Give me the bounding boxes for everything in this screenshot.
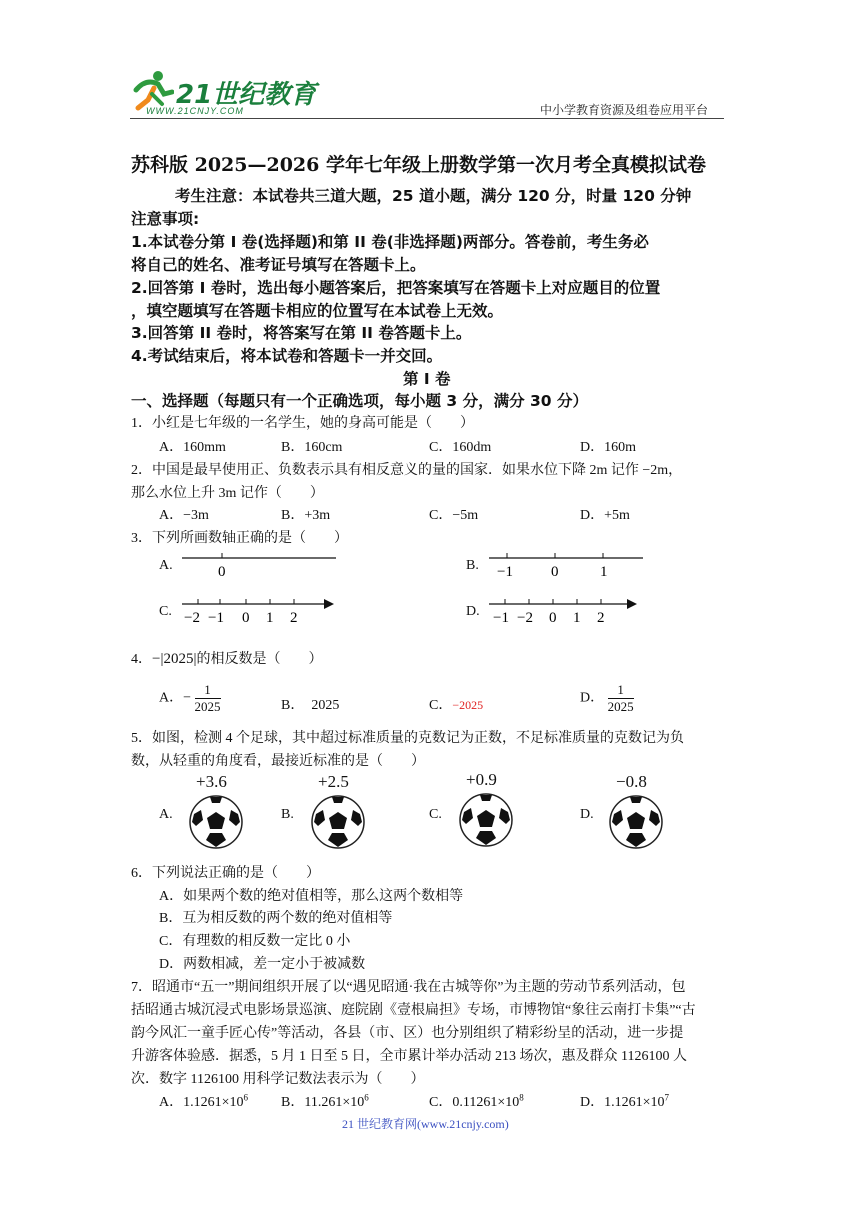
question-6-stem: 6．下列说法正确的是（ ）	[131, 866, 320, 881]
q4-option-d-label: D．	[580, 690, 605, 706]
q4-option-c-label: C．	[429, 698, 453, 713]
q7-option-d-exp: 7	[664, 1092, 670, 1103]
question-2-stem: 2．中国是最早使用正、负数表示具有相反意义的量的国家．如果水位下降 2m 记作 −2m，	[131, 463, 683, 478]
question-7-stem: 升游客体验感．据悉，5 月 1 日至 5 日，全市累计举办活动 213 场次，惠及群众 1126100 人	[131, 1049, 687, 1064]
logo-text: 21世纪教育	[176, 80, 317, 110]
number-line-a	[180, 548, 340, 582]
footer-link[interactable]: 21 世纪教育网(www.21cnjy.com)	[342, 1117, 509, 1131]
q7-option-d-base: D．1.1261×10	[580, 1095, 665, 1110]
q2-option-b: B．+3m	[281, 508, 331, 523]
q4-stem-text: 的相反数是（ ）	[196, 652, 323, 667]
soccer-ball-icon	[188, 794, 244, 850]
question-2-stem-cont: 那么水位上升 3m 记作（ ）	[131, 486, 324, 501]
tick-label: 2	[290, 610, 298, 626]
q2-option-c: C．−5m	[429, 508, 479, 523]
q7-option-c-base: C．0.11261×10	[429, 1095, 520, 1110]
tick-label: 2	[597, 610, 605, 626]
tick-label: −1	[208, 610, 224, 626]
tick-label: 0	[242, 610, 250, 626]
soccer-ball-icon	[458, 792, 514, 848]
q4-option-a-sign: −	[183, 690, 192, 706]
q2-option-a: A．−3m	[159, 508, 209, 523]
logo	[128, 68, 317, 118]
header-platform-text: 中小学教育资源及组卷应用平台	[540, 103, 709, 117]
q1-option-b: B．160cm	[281, 440, 343, 455]
q4-option-d	[580, 682, 634, 715]
tick-label: −1	[497, 564, 513, 580]
notice-item: 2.回答第 I 卷时，选出每小题答案后，把答案填写在答题卡上对应题目的位置	[131, 279, 661, 297]
q6-option-b: B．互为相反数的两个数的绝对值相等	[159, 911, 393, 926]
q4-option-d-fraction	[608, 682, 634, 715]
q5-option-a-label: A.	[159, 807, 173, 822]
q4-option-c-value: −2025	[452, 698, 484, 712]
numerator: 1	[204, 682, 211, 697]
question-5-stem: 5．如图，检测 4 个足球，其中超过标准质量的克数记为正数，不足标准质量的克数记为负	[131, 731, 684, 746]
tick-label: −1	[493, 610, 509, 626]
tick-label: 1	[600, 564, 608, 580]
question-3-stem: 3．下列所画数轴正确的是（ ）	[131, 531, 348, 546]
q6-option-d: D．两数相减，差一定小于被减数	[159, 957, 366, 972]
tick-label: 1	[573, 610, 581, 626]
q7-option-a-base: A．1.1261×10	[159, 1095, 244, 1110]
question-7-stem: 括昭通古城沉浸式电影场景巡演、庭院剧《壹根扁担》专场，市博物馆“象往云南打卡集”“古	[131, 1003, 696, 1018]
q5-option-d-label: D.	[580, 807, 594, 822]
number-line-d	[487, 594, 647, 628]
tick-label: 1	[266, 610, 274, 626]
q7-option-a-exp: 6	[243, 1092, 249, 1103]
denominator: 2025	[607, 699, 634, 714]
notice-line: 考生注意：本试卷共三道大题，25 道小题，满分 120 分，时量 120 分钟	[175, 187, 692, 205]
question-1-stem: 1．小红是七年级的一名学生，她的身高可能是（ ）	[131, 416, 474, 431]
q4-number: 4．	[131, 652, 152, 667]
q2-option-d: D．+5m	[580, 508, 630, 523]
q4-option-c	[429, 694, 483, 714]
soccer-ball-icon	[608, 794, 664, 850]
tick-label: 0	[218, 564, 226, 580]
question-4-stem	[131, 648, 322, 668]
q3-option-a-label: A.	[159, 558, 173, 573]
header-divider	[130, 118, 724, 119]
q3-option-c-label: C.	[159, 604, 172, 619]
numerator: 1	[617, 682, 624, 697]
q1-option-a: A．160mm	[159, 440, 226, 455]
number-line-b	[487, 548, 647, 582]
ball-weight-label: +0.9	[466, 770, 497, 789]
q1-option-d: D．160m	[580, 440, 636, 455]
q6-option-c: C．有理数的相反数一定比 0 小	[159, 934, 351, 949]
q7-option-c-exp: 8	[519, 1092, 524, 1103]
q5-option-b-label: B.	[281, 807, 294, 822]
notice-heading: 注意事项:	[131, 210, 200, 228]
q1-option-c: C．160dm	[429, 440, 492, 455]
question-7-stem: 7．昭通市“五一”期间组织开展了以“遇见昭通·我在古城等你”为主题的劳动节系列活动，包	[131, 980, 686, 995]
question-7-stem: 韵今风汇一童手匠心传”等活动，各县（市、区）也分别组织了精彩纷呈的活动，进一步提	[131, 1026, 684, 1041]
q4-option-b: B． 2025	[281, 698, 340, 713]
q7-option-b-exp: 6	[364, 1092, 369, 1103]
number-line-c	[180, 594, 340, 628]
ball-weight-label: −0.8	[616, 772, 647, 791]
q3-option-b-label: B.	[466, 558, 479, 573]
page-title: 苏科版 2025—2026 学年七年级上册数学第一次月考全真模拟试卷	[131, 154, 706, 176]
q7-option-c	[429, 1091, 524, 1111]
notice-item: 1.本试卷分第 I 卷(选择题)和第 II 卷(非选择题)两部分。答卷前，考生务必	[131, 233, 649, 251]
logo-url: WWW.21CNJY.COM	[146, 106, 244, 116]
ball-weight-label: +2.5	[318, 772, 349, 791]
denominator: 2025	[194, 699, 221, 714]
q7-option-b-base: B．11.261×10	[281, 1095, 365, 1110]
q4-option-a-fraction	[195, 682, 221, 715]
q4-option-a	[159, 682, 221, 715]
notice-item: 4.考试结束后，将本试卷和答题卡一并交回。	[131, 347, 443, 365]
question-5-stem-cont: 数，从轻重的角度看，最接近标准的是（ ）	[131, 754, 425, 769]
q5-option-c-label: C.	[429, 807, 442, 822]
notice-item: 将自己的姓名、准考证号填写在答题卡上。	[131, 256, 426, 274]
q4-option-a-label: A．	[159, 690, 184, 706]
q6-option-a: A．如果两个数的绝对值相等，那么这两个数相等	[159, 889, 464, 904]
soccer-ball-icon	[310, 794, 366, 850]
q7-option-a	[159, 1091, 248, 1111]
volume-heading: 第 I 卷	[403, 370, 451, 388]
notice-item: 3.回答第 II 卷时，将答案写在第 II 卷答题卡上。	[131, 324, 472, 342]
section-heading: 一、选择题（每题只有一个正确选项，每小题 3 分，满分 30 分）	[131, 392, 588, 410]
q3-option-d-label: D.	[466, 604, 480, 619]
q7-option-d	[580, 1091, 669, 1111]
tick-label: 0	[551, 564, 559, 580]
question-7-stem: 次．数字 1126100 用科学记数法表示为（ ）	[131, 1072, 425, 1087]
q4-expression: −|2025|	[152, 651, 197, 667]
ball-weight-label: +3.6	[196, 772, 227, 791]
notice-item: ，填空题填写在答题卡相应的位置写在本试卷上无效。	[131, 302, 504, 320]
q7-option-b	[281, 1091, 369, 1111]
tick-label: −2	[184, 610, 200, 626]
tick-label: 0	[549, 610, 557, 626]
tick-label: −2	[517, 610, 533, 626]
